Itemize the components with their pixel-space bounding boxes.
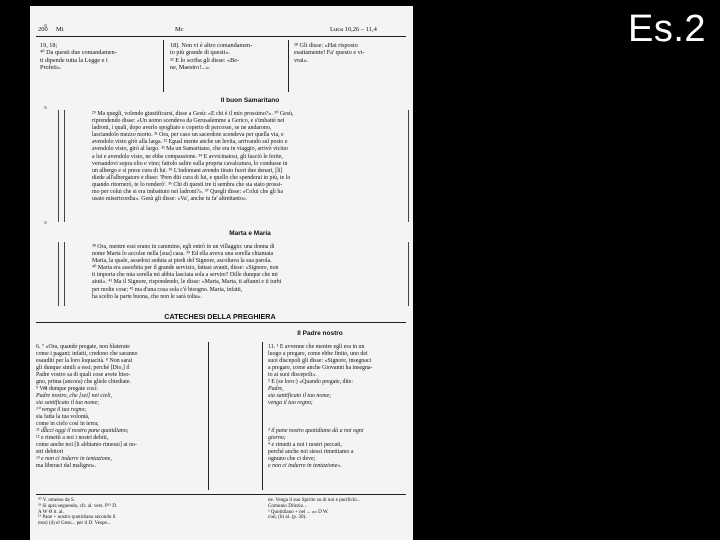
text-line: 19, 18; [40, 42, 58, 49]
text-line: gno, prima (ancora) che gliele chiediate. [36, 379, 132, 385]
footnote-line: ³¹ Si apra seguendo, cfr. al. vers. P⁵¹ D. [38, 502, 118, 509]
margin-bar [64, 110, 65, 222]
text-line: to ai suoi discepoli». [268, 372, 317, 378]
text-line: usato misericordia». Gesù gli disse: «Va', anche tu fa' altrettanto». [92, 196, 248, 203]
text-line: Padre vostro sa di quali cose avete biso- [36, 372, 131, 378]
text-line: e non ci indurre in tentazione». [268, 463, 342, 469]
column-rule [163, 40, 164, 92]
footnote-line: ³⁰ V. omesso da S. [38, 497, 76, 503]
text-line: ¹⁰ venga il tuo regno; [36, 407, 87, 413]
header-mc: Mc [175, 26, 184, 33]
text-line: ha scelto la parte buona, che non le sarà tolta». [92, 293, 203, 300]
text-line: per molte cose; ⁴² ma d'una cosa sola c'è bisogno. Maria, infatti, [92, 286, 243, 293]
text-line: Profeti». [40, 63, 62, 71]
text-line: lasciandolo mezzo morto. ³¹ Ora, per caso un sacerdote scendeva per quella via, e [92, 132, 284, 139]
footnote-line: A W Θ it. al. [38, 508, 64, 515]
text-line: versandovi sopra olio e vino; fattolo salire sulla propria cavalcatura, lo condusse in [92, 160, 288, 167]
header-rule [36, 36, 406, 37]
margin-bar [408, 110, 409, 222]
text-line: gli dunque simili a essi; perché [Dio,] il [36, 365, 130, 371]
scan-mark [44, 221, 47, 224]
text-line: ¹² e rimetti a noi i nostri debiti, [36, 435, 109, 441]
footnote-line: ¹² Pane + nostro quotidiano secondo il [38, 514, 116, 521]
text-line: come i pagani; infatti, credono che saranno [36, 351, 138, 357]
scanned-page [30, 6, 413, 540]
text-line: ² E (se loro:) «Quando pregate, dite: [268, 379, 354, 385]
text-line: ¹¹ dacci oggi il nostro pane quotidiano; [36, 428, 129, 434]
section-heading: Il Padre nostro [297, 330, 343, 337]
text-line: ladroni, i quali, dopo averlo spogliato e coperto di percosse, se ne andarono, [92, 125, 272, 132]
text-line: perché anche noi stessi rimettiamo a [268, 449, 354, 455]
section-heading: Marta e Maria [229, 230, 271, 237]
text-line: sia santificato il tuo nome; [268, 393, 332, 399]
text-line: avendolo visto, girò al largo. ³³ Ma un Samaritano, che era in viaggio, arrivò vicino [92, 146, 288, 153]
catechesis-heading: CATECHESI DELLA PREGHIERA [164, 312, 276, 321]
text-line: ne, Maestro!...». [170, 63, 211, 71]
text-line: ma liberaci dal maligno». [36, 463, 97, 469]
text-line: suoi discepoli gli disse: «Signore, insegnaci [268, 358, 372, 364]
top-col-mt [40, 42, 160, 71]
text-line: ⁴⁰ Da questi due comandamen- [40, 49, 117, 57]
text-line: sia santificato il tuo nome; [36, 400, 100, 406]
text-line: avendolo visto girò alla larga. ³² Egual mente anche un levita, arrivando sul posto e [92, 139, 288, 146]
margin-bar [408, 242, 409, 306]
top-col-mc [170, 42, 286, 71]
footnote-line: ne. Venga il suo Spirito su di noi e purifichi... [268, 497, 361, 503]
text-line: 18). Non vi è altro comandamen- [170, 42, 253, 49]
text-line: nome Marta lo accolse nella [sua] casa. ³⁹ Ed ella aveva una sorella chiamata [92, 251, 274, 258]
footnotes-right [268, 498, 410, 521]
text-line: come in cielo così in terra; [36, 421, 99, 427]
bottom-col-mt [36, 344, 204, 470]
text-line [268, 421, 410, 428]
section-rule [36, 322, 406, 323]
text-line: ti dipende tutta la Legge e i [40, 56, 108, 64]
marta-maria-text [92, 244, 402, 301]
text-line: Maria, la quale, assedosi seduta ai piedi del Signore, ascoltava la sua parola. [92, 258, 272, 265]
footnote-line: ³ Quotidiano + nel ... «» D W. [268, 508, 329, 515]
text-line: mo per colui che si era imbattuto nei ladroni?». ³⁷ Quegli disse: «Colui che gli ha [92, 189, 283, 196]
text-line: ⁴⁰ Marta era assorbita per il grande servizio, fattasi avanti, disse: «Signore, non [92, 265, 279, 272]
text-line [268, 407, 410, 414]
text-line: esauditi per la loro loquacità. ⁸ Non sarai [36, 358, 133, 364]
text-line: ³² E lo scriba gli disse: «Be- [170, 56, 240, 64]
section-heading: Il buon Samaritano [220, 97, 280, 104]
text-line: ³ il pane nostro quotidiano dà a noi ogni [268, 428, 364, 434]
text-line: ²⁸ Gli disse: «Hai risposto [294, 42, 358, 49]
footnote-rule [36, 494, 406, 495]
column-rule [288, 40, 289, 92]
page-number: 200 [38, 26, 48, 33]
footnote-line: Comunio Dilezio... [268, 502, 308, 509]
text-line: to più grande di questi». [170, 49, 230, 57]
text-line: ³⁸ Ora, mentre essi erano in cammino, egli entrò in un villaggio: una donna di [92, 244, 275, 250]
text-line: stri debitori [36, 449, 64, 455]
margin-bar [58, 242, 59, 306]
scan-mark [44, 106, 47, 109]
text-line: quando ritornerò, te lo renderò'. ³⁶ Chi di questi tre ti sembra che sia stato prossi- [92, 181, 283, 188]
margin-bar [58, 110, 59, 222]
text-line: ti importa che mia sorella mi abbia lasciata sola a servire? Dille dunque che mi [92, 272, 278, 279]
footnote-line: ciul, (b) al. (p. 30). [268, 514, 307, 521]
text-line: ²⁹ Ma quegli, volendo giustificarsi, disse a Gesù: «E chi è il mio prossimo?». ³⁰ Gesù, [92, 111, 294, 117]
text-line: a lui e avendolo visto, ne ebbe compassione. ³⁴ E avvicinatosi, gli fasciò le ferite, [92, 153, 283, 160]
text-line [268, 414, 410, 421]
text-line: ¹³ e non ci indurre in tentazione, [36, 456, 112, 462]
text-line: Padre nostro, che [sei] nei cieli, [36, 393, 112, 399]
text-line: riprendendo disse: «Un uomo scendeva da Gerusalemme a Gerico, e s'imbatté nei [92, 118, 285, 125]
text-line: ⁴ e rimetti a noi i nostri peccati, [268, 442, 343, 448]
text-line: sia fatta la tua volontà, [36, 414, 90, 420]
text-line: aiuti». ⁴¹ Ma il Signore, rispondendo, le disse: «Marta, Marta, ti affanni e ti turbi [92, 279, 282, 286]
text-line: esattamente! Fa' questo e vi- [294, 49, 365, 57]
column-rule [208, 342, 209, 490]
slide-title: Es.2 [628, 8, 707, 50]
header-lk: Luca 10,26 – 11,4 [330, 26, 377, 33]
text-line: luogo a pregare, come ebbe finito, uno dei [268, 351, 368, 357]
text-line: ognuno che ci deve; [268, 456, 316, 462]
text-line: 11. ¹ E avvenne che mentre egli era in un [268, 344, 365, 350]
text-line: venga il tuo regno; [268, 400, 313, 406]
text-line: diede all'albergatore e disse: 'Pren diti cura di lui, e quello che spenderai in più, te lo [92, 174, 291, 181]
text-line: un albergo e si prese cura di lui. ³⁵ L'indomani avendo tirato fuori due denari, [li] [92, 167, 283, 174]
margin-bar [64, 242, 65, 306]
text-line: ⁹ Voi dunque pregate così: [36, 386, 98, 392]
text-line: Padre, [268, 386, 284, 392]
footnote-line: mss) (d) el Gesu... per il D. Vespe... [38, 520, 111, 527]
bottom-col-lk [268, 344, 410, 470]
column-rule [262, 342, 263, 490]
footnotes-left [38, 498, 206, 527]
samaritan-text [92, 111, 402, 203]
text-line: vrai». [294, 56, 309, 64]
top-col-lk [294, 42, 406, 64]
text-line: 6. ⁷ «Ora, quando pregate, non blaterate [36, 344, 130, 350]
header-mt: Mt [56, 26, 64, 33]
text-line: giorno; [268, 435, 286, 441]
text-line: come anche noi [li abbiamo rimessi] ai no- [36, 442, 137, 448]
text-line: a pregare, come anche Giovanni ha insegna- [268, 365, 373, 371]
